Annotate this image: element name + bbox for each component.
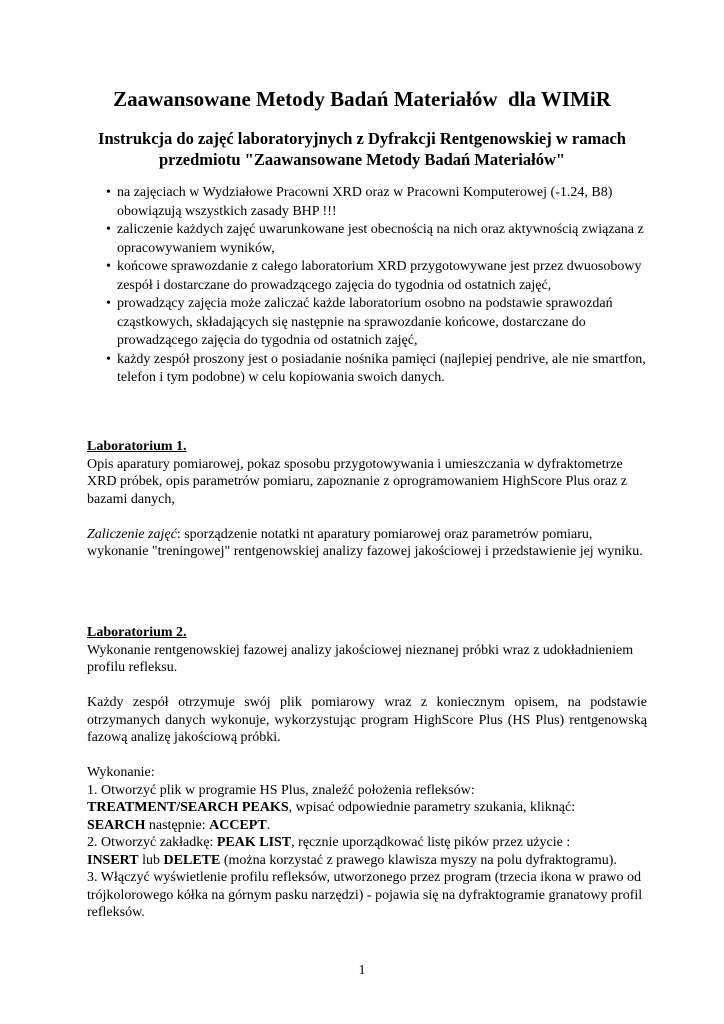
- rule-item: • zaliczenie każdych zajęć uwarunkowane jest obecnością na nich oraz aktywnością związana z opracowywaniem wyników,: [86, 221, 646, 258]
- rule-item: • prowadzący zajęcia może zaliczać każde laboratorium osobno na podstawie sprawozdań cząstkowych, składających się następnie na sprawozdanie końcowe, dostarczane do prowadzącego zajęcia do tygodnia od ostatnich zajęć,: [86, 295, 646, 351]
- lab2-step-3: 3. Włączyć wyświetlenie profilu refleksów, utworzonego przez program (trzecia ikona w prawo od trójkolorowego kółka na górnym pasku narzędzi) - pojawia się na dyfraktogramie granatowy profil refleksów.: [87, 870, 643, 920]
- rule-item: • na zajęciach w Wydziałowe Pracowni XRD oraz w Pracowni Komputerowej (-1.24, B8) obowiązują wszystkich zasady BHP !!!: [86, 184, 646, 221]
- step2-text-end: (można korzystać z prawego klawisza myszy na polu dyfraktogramu).: [220, 852, 617, 868]
- step2-delete-keyword: DELETE: [163, 852, 221, 868]
- step1-search-keyword: SEARCH: [87, 817, 146, 833]
- document-title: Zaawansowane Metody Badań Materiałów dla WIMiR: [113, 87, 611, 111]
- rule-item: • każdy zespół proszony jest o posiadanie nośnika pamięci (najlepiej pendrive, ale nie smartfon, telefon i tym podobne) w celu kopiowania swoich danych.: [86, 351, 646, 388]
- lab1-credit-label: Zaliczenie zajęć: [87, 526, 177, 542]
- lab2-step-2: [87, 834, 647, 869]
- rule-item: • końcowe sprawozdanie z całego laboratorium XRD przygotowywane jest przez dwuosobowy zespół i dostarczane do prowadzącego zajęcia do tygodnia od ostatnich zajęć,: [86, 258, 646, 295]
- rules-list: [86, 184, 646, 388]
- lab2-title: Laboratorium 2.: [87, 625, 187, 640]
- lab2-description: Wykonanie rentgenowskiej fazowej analizy jakościowej nieznanej próbki wraz z udokładnieniem profilu refleksu.: [87, 642, 634, 675]
- subtitle-line-1: Instrukcja do zajęć laboratoryjnych z Dyfrakcji Rentgenowskiej w ramach: [98, 129, 626, 148]
- step2-text: 2. Otworzyć zakładkę:: [87, 835, 217, 850]
- lab2-step-1: [87, 782, 647, 835]
- lab1-description: Opis aparatury pomiarowej, pokaz sposobu przygotowywania i umieszczania w dyfraktometrze XRD próbek, opis parametrów pomiaru, zapoznanie z oprogramowaniem HighScore Plus oraz z bazami danych,: [87, 456, 628, 507]
- step2-text-or: lub: [138, 852, 164, 868]
- lab1-section: [87, 438, 647, 561]
- lab2-steps-heading: Wykonanie:: [87, 765, 155, 780]
- lab1-credit-text: : sporządzenie notatki nt aparatury pomiarowej oraz parametrów pomiaru, wykonanie "treningowej" rentgenowskiej analizy fazowej jakościowej i przedstawienie jej wyniku.: [87, 526, 643, 559]
- document-subtitle: [60, 128, 664, 170]
- step2-peak-list-keyword: PEAK LIST: [216, 835, 292, 850]
- step2-text-cont: , ręcznie uporządkować listę pików przez użycie :: [291, 835, 571, 850]
- lab2-team-text: Każdy zespół otrzymuje swój plik pomiarowy wraz z koniecznym opisem, na podstawie otrzymanych danych wykonuje, wykorzystując program HighScore Plus (HS Plus) rentgenowską fazową analizę jakościową próbki.: [87, 695, 647, 745]
- lab1-credit: [87, 526, 647, 561]
- step2-insert-keyword: INSERT: [87, 852, 139, 868]
- lab1-title: Laboratorium 1.: [87, 439, 187, 454]
- step1-text-cont: , wpisać odpowiednie parametry szukania, kliknąć:: [288, 800, 576, 815]
- step1-text-then: następnie:: [145, 817, 210, 833]
- step1-menu-path: TREATMENT/SEARCH PEAKS: [87, 800, 289, 815]
- step1-text: 1. Otworzyć plik w programie HS Plus, znaleźć położenia refleksów:: [87, 782, 475, 798]
- subtitle-line-2: przedmiotu "Zaawansowane Metody Badań Materiałów": [158, 150, 566, 169]
- page-number: 1: [358, 963, 366, 978]
- lab2-section: [87, 624, 647, 922]
- step1-period: .: [266, 817, 271, 833]
- step1-accept-keyword: ACCEPT: [209, 817, 267, 833]
